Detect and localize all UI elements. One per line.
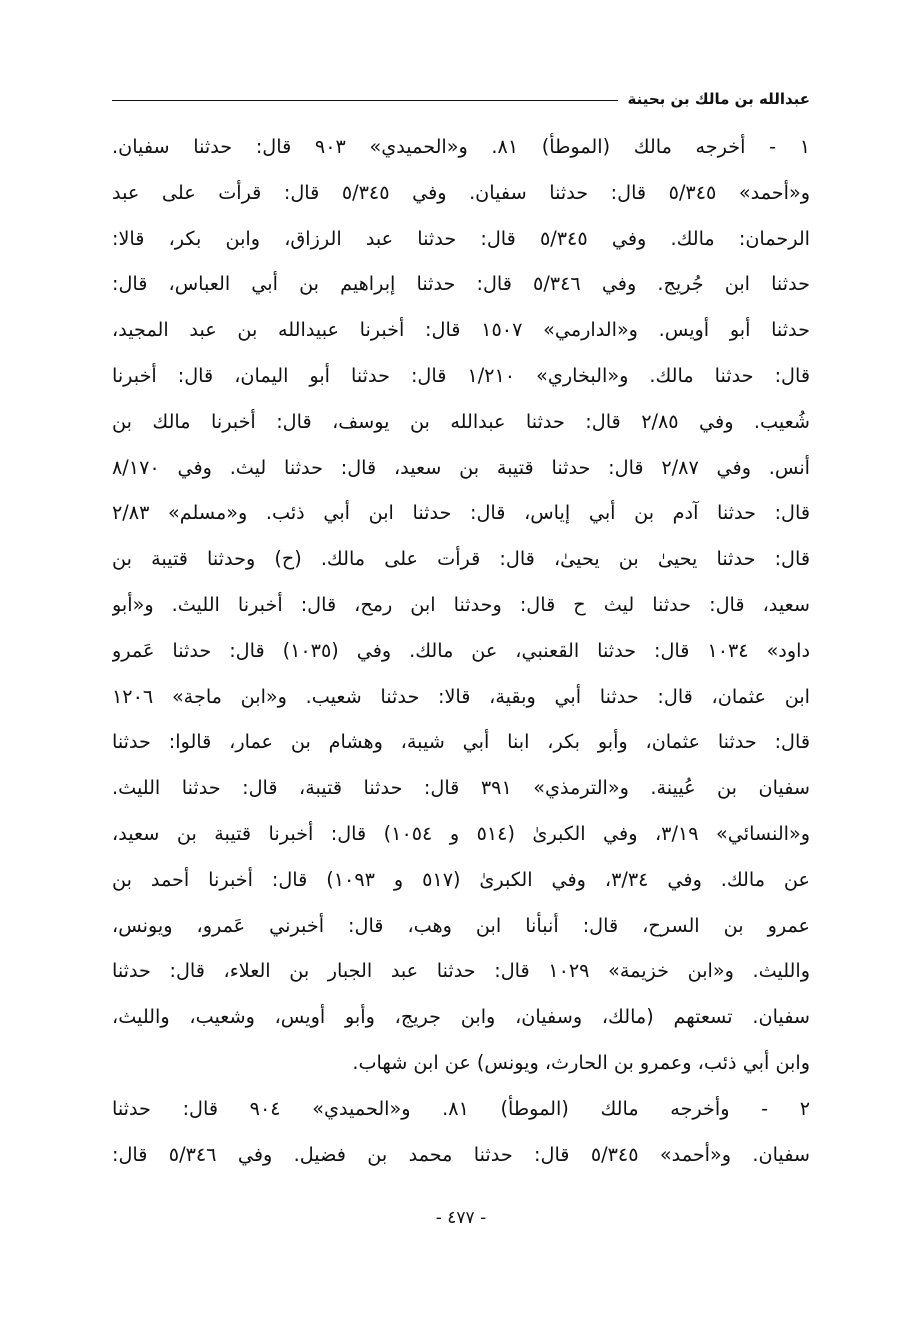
text-line: و«النسائي» ٣/١٩، وفي الكبرىٰ (٥١٤ و ١٠٥٤) قال: أخبرنا قتيبة بن سعيد، [112, 821, 810, 845]
body-text [112, 124, 810, 1177]
text-line: عمرو بن السرح، قال: أنبأنا ابن وهب، قال: أخبرني عَمرو، ويونس، [112, 913, 810, 937]
text-line: سفيان. و«أحمد» ٥/٣٤٥ قال: حدثنا محمد بن فضيل. وفي ٥/٣٤٦ قال: [112, 1142, 810, 1166]
running-title: عبدالله بن مالك بن بحينة [627, 90, 810, 108]
text-line: والليث. و«ابن خزيمة» ١٠٢٩ قال: حدثنا عبد الجبار بن العلاء، قال: حدثنا [112, 959, 810, 983]
text-line: و«أحمد» ٥/٣٤٥ قال: حدثنا سفيان. وفي ٥/٣٤٥ قال: قرأت على عبد [112, 180, 810, 204]
text-line: سفيان بن عُيينة. و«الترمذي» ٣٩١ قال: حدثنا قتيبة، قال: حدثنا الليث. [112, 776, 810, 800]
text-line: عن مالك. وفي ٣/٣٤، وفي الكبرىٰ (٥١٧ و ١٠٩٣) قال: أخبرنا أحمد بن [112, 867, 810, 891]
text-line: ٢ - وأخرجه مالك (الموطأ) ٨١. و«الحميدي» ٩٠٤ قال: حدثنا [112, 1096, 810, 1120]
text-line: حدثنا ابن جُريج. وفي ٥/٣٤٦ قال: حدثنا إبراهيم بن أبي العباس، قال: [112, 272, 810, 296]
text-line: قال: حدثنا يحيىٰ بن يحيىٰ، قال: قرأت على مالك. (ح) وحدثنا قتيبة بن [112, 547, 810, 571]
header-rule [112, 100, 618, 101]
text-line-paragraph-end: وابن أبي ذئب، وعمرو بن الحارث، ويونس) عن ابن شهاب. [352, 1050, 810, 1074]
text-line: أنس. وفي ٢/٨٧ قال: حدثنا قتيبة بن سعيد، قال: حدثنا ليث. وفي ٨/١٧٠ [112, 455, 810, 479]
text-line: شُعيب. وفي ٢/٨٥ قال: حدثنا عبدالله بن يوسف، قال: أخبرنا مالك بن [112, 409, 810, 433]
page-number: - ٤٧٧ - [435, 1208, 487, 1228]
text-line: قال: حدثنا عثمان، وأبو بكر، ابنا أبي شيبة، وهشام بن عمار، قالوا: حدثنا [112, 730, 810, 754]
text-line: ابن عثمان، قال: حدثنا أبي وبقية، قالا: حدثنا شعيب. و«ابن ماجة» ١٢٠٦ [112, 684, 810, 708]
text-line: قال: حدثنا مالك. و«البخاري» ١/٢١٠ قال: حدثنا أبو اليمان، قال: أخبرنا [112, 363, 810, 387]
text-line: حدثنا أبو أويس. و«الدارمي» ١٥٠٧ قال: أخبرنا عبيدالله بن عبد المجيد، [112, 318, 810, 342]
running-header [112, 84, 810, 114]
text-line: قال: حدثنا آدم بن أبي إياس، قال: حدثنا ابن أبي ذئب. و«مسلم» ٢/٨٣ [112, 501, 810, 525]
text-line: سفيان. تسعتهم (مالك، وسفيان، وابن جريج، وأبو أويس، وشعيب، والليث، [112, 1005, 810, 1029]
text-line: الرحمان: مالك. وفي ٥/٣٤٥ قال: حدثنا عبد الرزاق، وابن بكر، قالا: [112, 226, 810, 250]
text-line: داود» ١٠٣٤ قال: حدثنا القعنبي، عن مالك. وفي (١٠٣٥) قال: حدثنا عَمرو [112, 638, 810, 662]
text-line: سعيد، قال: حدثنا ليث ح قال: وحدثنا ابن رمح، قال: أخبرنا الليث. و«أبو [112, 592, 810, 616]
text-line: ١ - أخرجه مالك (الموطأ) ٨١. و«الحميدي» ٩٠٣ قال: حدثنا سفيان. [112, 135, 810, 158]
